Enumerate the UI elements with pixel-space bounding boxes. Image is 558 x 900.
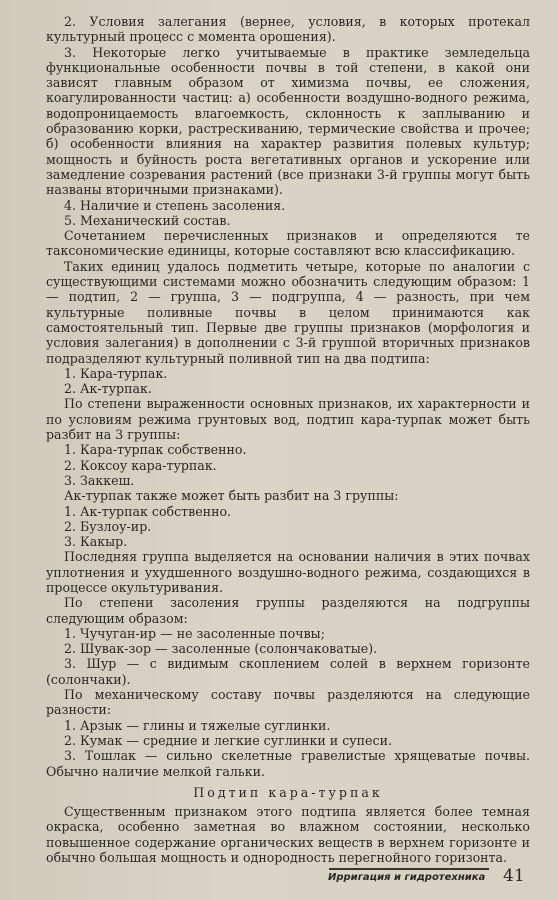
paragraph: Существенным признаком этого подтипа является более темная окраска, особенно заметная во влажном состоянии, несколько повышенное содержание органических веществ в верхнем горизонте и обычно большая мощность и однородность перегнойного горизонта.	[46, 804, 530, 866]
paragraph: 3. Шур — с видимым скоплением солей в верхнем горизонте (солончаки).	[46, 656, 530, 687]
list-item: 2. Шувак-зор — засоленные (солончаковатые).	[64, 641, 378, 657]
list-item: 1. Кара-турпак собственно.	[64, 442, 247, 458]
paragraph: 5. Механический состав.	[64, 212, 231, 228]
page-body	[46, 14, 530, 865]
running-footer: Ирригация и гидротехника	[328, 872, 486, 883]
list-item: 1. Арзык — глины и тяжелые суглинки.	[64, 717, 331, 733]
paragraph: По механическому составу почвы разделяются на следующие разности:	[46, 687, 530, 718]
paragraph: 3. Некоторые легко учитываемые в практике земледельца функциональные особенности почвы в той степени, в какой они зависят главным образом от химизма почвы, ее сложения, коагулированности частиц: а) особенности воздушно-водного режима, водопроницаемость влагоемкость, склонность к заплыванию и образованию корки, растрескиванию, термические свойства и прочее; б) особенности влияния на характер развития полевых культур; мощность и буйность роста вегетативных органов и ускорение или замедление созревания растений (все признаки 3-й группы могут быть названы вторичными признаками).	[46, 44, 530, 198]
list-item: 1. Кара-турпак.	[64, 365, 168, 381]
section-heading: Подтип кара-турпак	[193, 784, 383, 800]
paragraph: По степени засоления группы разделяются на подгруппы следующим образом:	[46, 595, 530, 626]
list-item: 2. Коксоу кара-турпак.	[64, 457, 217, 473]
list-item: 1. Ак-турпак собственно.	[64, 503, 232, 519]
paragraph: Таких единиц удалось подметить четыре, которые по аналогии с существующими системами можно обозначить следующим образом: 1 — подтип, 2 — группа, 3 — подгруппа, 4 — разность, при чем культурные поливные почвы в целом принимаются как самостоятельный тип. Первые две группы признаков (морфология и условия залегания) в дополнении с 3-й группой вторичных признаков подразделяют культурный поливной тип на два подтипа:	[46, 258, 530, 366]
list-item: 3. Какыр.	[64, 534, 128, 550]
list-item: 1. Чучуган-ир — не засоленные почвы;	[64, 625, 325, 641]
list-item: 2. Бузлоу-ир.	[64, 518, 152, 534]
paragraph: 4. Наличие и степень засоления.	[64, 197, 286, 213]
paragraph: По степени выраженности основных признаков, их характерности и по условиям режима грунтовых вод, подтип кара-турпак может быть разбит на 3 группы:	[46, 396, 530, 443]
paragraph: Ак-турпак также может быть разбит на 3 группы:	[64, 488, 399, 504]
list-item: 2. Кумак — средние и легкие суглинки и супеси.	[64, 732, 392, 748]
paragraph: 3. Тошлак — сильно скелетные гравелистые хрящеватые почвы. Обычно наличие мелкой гальки.	[46, 748, 530, 779]
paragraph: Последняя группа выделяется на основании наличия в этих почвах уплотнения и ухудшенного воздушно-водного режима, создающихся в процессе окультуривания.	[46, 549, 530, 595]
footer-rule	[329, 868, 489, 870]
paragraph: Сочетанием перечисленных признаков и определяются те таксономические единицы, которые составляют всю классификацию.	[46, 228, 530, 259]
page-number: 41	[503, 866, 525, 886]
list-item: 3. Заккеш.	[64, 472, 135, 488]
paragraph: 2. Условия залегания (вернее, условия, в которых протекал культурный процесс с момента орошения).	[46, 14, 530, 45]
list-item: 2. Ак-турпак.	[64, 381, 152, 397]
